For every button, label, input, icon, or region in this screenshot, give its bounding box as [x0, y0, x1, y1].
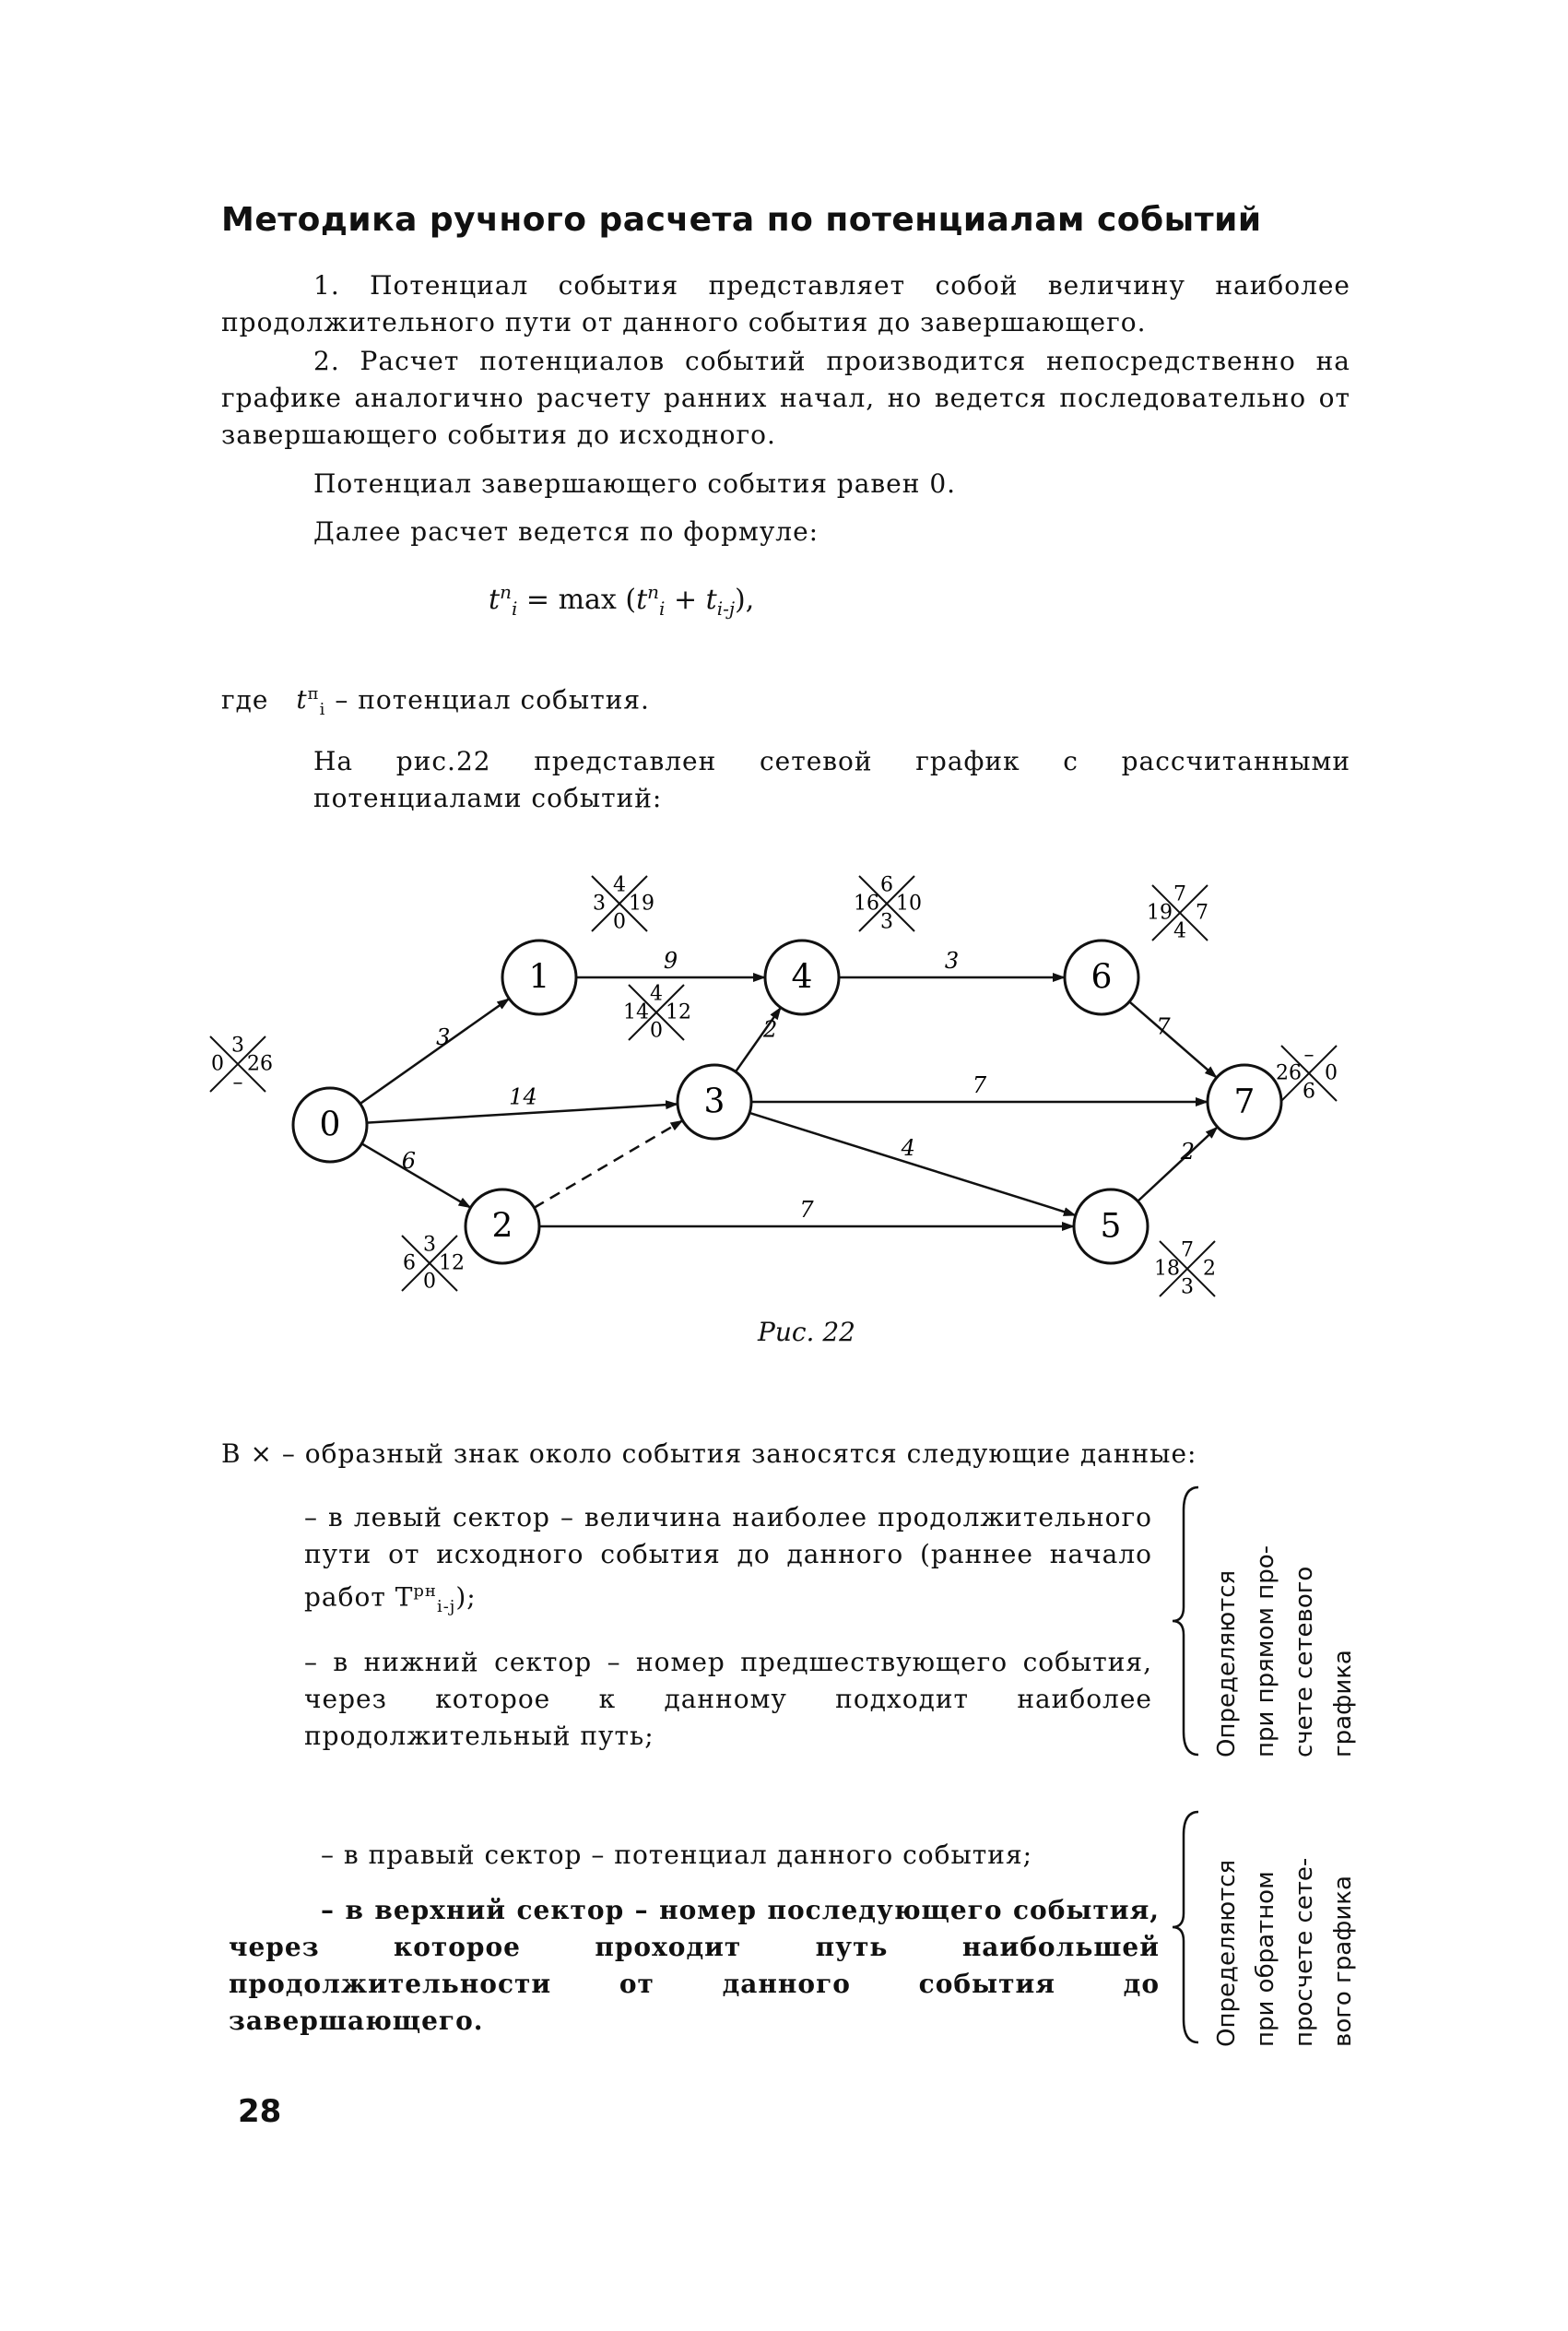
figure-caption: Рис. 22	[758, 1317, 855, 1347]
formula-close: ),	[735, 584, 755, 616]
edge-label-3-5: 4	[901, 1135, 915, 1162]
formula-plus: + t	[665, 584, 717, 616]
sector-right-4: 10	[896, 892, 922, 916]
legend-t-sub: i-j	[436, 1596, 456, 1616]
sector-cross-3	[623, 983, 691, 1043]
sector-bottom-6: 4	[1173, 919, 1186, 943]
sector-bottom-0: –	[232, 1071, 243, 1095]
sector-cross-7	[1276, 1044, 1338, 1104]
sector-bottom-1: 0	[613, 910, 626, 934]
event-node-label-3: 3	[703, 1083, 725, 1121]
edge-label-6-7: 7	[1156, 1013, 1171, 1040]
graph-sector-crosses	[210, 874, 1338, 1299]
edge-label-4-6: 3	[944, 948, 960, 974]
event-node-label-2: 2	[491, 1207, 513, 1246]
where-symbol: t	[296, 684, 308, 716]
legend-group-2	[229, 1837, 1160, 2040]
legend-brace-1	[1171, 1483, 1208, 1759]
legend-item-left-sector	[304, 1499, 1152, 1626]
legend-item-left-text: – в левый сектор – величина наиболее продолжительного пути от исходного события до данного (раннее начало работ T	[304, 1502, 1152, 1613]
edge-label-3-4: 2	[762, 1016, 778, 1043]
edge-0-2	[361, 1143, 470, 1207]
formula-rhs-sup: п	[647, 581, 660, 603]
sector-right-2: 12	[439, 1251, 465, 1275]
edge-0-1	[360, 999, 510, 1104]
sector-left-4: 16	[854, 892, 879, 916]
edge-2-3	[534, 1120, 682, 1208]
section-heading: Методика ручного расчета по потенциалам событий	[221, 201, 1262, 239]
event-node-label-4: 4	[791, 958, 813, 997]
event-node-label-5: 5	[1100, 1207, 1122, 1246]
edge-label-0-1: 3	[436, 1024, 451, 1050]
sector-top-1: 4	[613, 873, 626, 897]
sector-left-6: 19	[1147, 901, 1173, 925]
legend-item-top-sector: – в верхний сектор – номер последующего события, через которое проходит путь наибольшей продолжительности от данного события до завершающего.	[229, 1895, 1160, 2036]
formula-plus-sub: i-j	[716, 598, 736, 620]
edge-label-5-7: 2	[1180, 1138, 1196, 1165]
where-text: – потенциал события.	[335, 684, 650, 716]
sector-cross-2	[402, 1234, 465, 1294]
edge-label-2-5: 7	[799, 1197, 814, 1223]
legend-item-right-sector: – в правый сектор – потенциал данного события;	[321, 1840, 1033, 1870]
where-prefix: где	[221, 684, 269, 716]
where-sup: п	[307, 684, 320, 704]
where-line	[221, 684, 650, 719]
legend-brace-1-text: Определяются при прямом про- счете сетевого графика	[1213, 1544, 1357, 1757]
sector-right-1: 19	[629, 892, 654, 916]
legend-t-close: );	[455, 1581, 477, 1613]
edge-6-7	[1129, 1001, 1217, 1077]
paragraph-2-text: 2. Расчет потенциалов событий производится непосредственно на графике аналогично расчету ранних начал, но ведется последовательно от завершающего события до исходного.	[221, 346, 1350, 450]
sector-left-2: 6	[403, 1251, 416, 1275]
sector-top-3: 4	[650, 982, 663, 1006]
edge-3-5	[749, 1113, 1076, 1215]
sector-bottom-5: 3	[1181, 1275, 1194, 1299]
sector-left-0: 0	[211, 1052, 224, 1076]
sector-bottom-4: 3	[880, 910, 893, 934]
sector-right-7: 0	[1325, 1061, 1338, 1085]
legend-intro: В × – образный знак около события заносятся следующие данные:	[221, 1438, 1197, 1469]
sector-bottom-7: 6	[1303, 1080, 1315, 1104]
sector-cross-5	[1154, 1239, 1216, 1299]
event-node-label-0: 0	[319, 1106, 341, 1144]
formula-lhs-sup: п	[500, 581, 512, 603]
legend-brace-2-text: Определяются при обратном просчете сете- вого графика	[1213, 1857, 1357, 2047]
sector-cross-1	[592, 874, 654, 934]
paragraph-5: На рис.22 представлен сетевой график с рассчитанными потенциалами событий:	[313, 746, 1350, 813]
sector-top-2: 3	[423, 1233, 436, 1257]
formula-eq: = max (	[517, 584, 637, 616]
edge-5-7	[1138, 1127, 1217, 1201]
sector-right-0: 26	[247, 1052, 273, 1076]
sector-top-6: 7	[1173, 882, 1186, 906]
event-node-label-1: 1	[528, 958, 550, 997]
sector-right-6: 7	[1196, 901, 1208, 925]
paragraph-2	[221, 343, 1350, 454]
sector-cross-0	[210, 1035, 273, 1095]
sector-left-1: 3	[593, 892, 606, 916]
paragraph-1	[221, 267, 1350, 341]
page-number: 28	[238, 2093, 282, 2130]
event-node-label-7: 7	[1233, 1083, 1256, 1121]
sector-bottom-2: 0	[423, 1270, 436, 1294]
formula-lhs: t	[489, 584, 501, 616]
sector-right-3: 12	[666, 1000, 691, 1024]
edge-label-1-4: 9	[663, 948, 678, 974]
sector-left-7: 26	[1276, 1061, 1302, 1085]
formula-rhs: t	[636, 584, 648, 616]
sector-top-7: –	[1303, 1043, 1315, 1067]
potential-formula	[489, 581, 754, 620]
sector-bottom-3: 0	[650, 1019, 663, 1043]
sector-cross-4	[854, 874, 922, 934]
paragraph-3: Потенциал завершающего события равен 0.	[313, 468, 957, 499]
edge-label-0-3: 14	[509, 1083, 537, 1110]
legend-brace-2	[1171, 1807, 1208, 2047]
where-sub: i	[319, 699, 326, 719]
sector-top-4: 6	[880, 873, 893, 897]
sector-left-5: 18	[1154, 1257, 1180, 1281]
formula-rhs-sub: i	[659, 598, 666, 620]
legend-group-1	[304, 1499, 1152, 1755]
formula-lhs-sub: i	[511, 598, 518, 620]
legend-item-bottom-sector: – в нижний сектор – номер предшествующего события, через которое к данному подходит наиболее продолжительный путь;	[304, 1646, 1152, 1751]
network-graph	[203, 858, 1401, 1319]
sector-left-3: 14	[623, 1000, 649, 1024]
edge-label-3-7: 7	[972, 1072, 987, 1098]
sector-top-0: 3	[231, 1034, 244, 1058]
sector-top-5: 7	[1181, 1238, 1194, 1262]
edge-label-0-2: 6	[401, 1148, 417, 1175]
legend-t-sup: рн	[413, 1581, 437, 1601]
paragraph-1-text: 1. Потенциал события представляет собой величину наиболее продолжительного пути от данного события до завершающего.	[221, 270, 1350, 337]
event-node-label-6: 6	[1091, 958, 1113, 997]
sector-cross-6	[1147, 883, 1208, 943]
paragraph-4: Далее расчет ведется по формуле:	[313, 516, 819, 547]
sector-right-5: 2	[1203, 1257, 1216, 1281]
